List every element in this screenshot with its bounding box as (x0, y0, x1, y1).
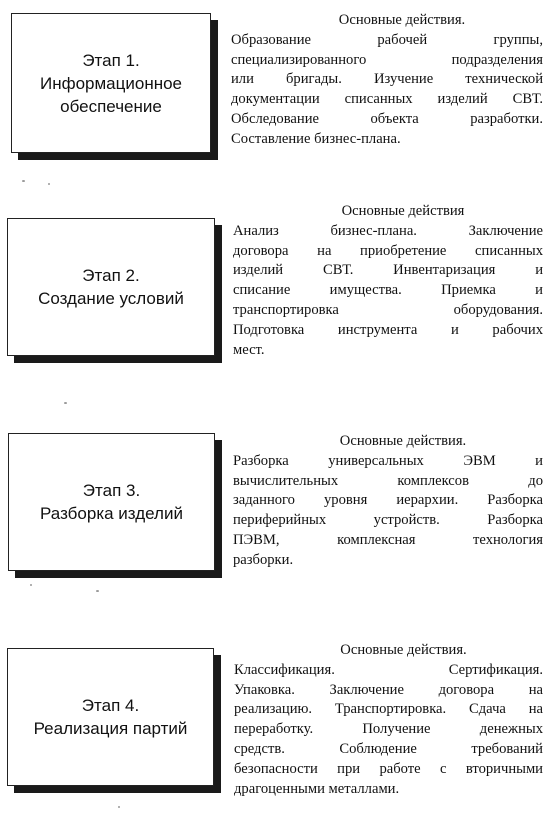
stage-3-desc-line: вычислительных комплексов до (233, 472, 543, 489)
scan-speckle (48, 183, 50, 185)
scan-speckle (22, 180, 25, 182)
stage-3-desc-line: Разборка универсальных ЭВМ и (233, 452, 543, 469)
stage-3-title (40, 479, 183, 525)
stage-2-desc-line: списание имущества. Приемка и (233, 282, 543, 299)
stage-2-desc-line: изделий СВТ. Инвентаризация и (233, 262, 543, 279)
stage-4-desc-line: средств. Соблюдение требований (234, 740, 543, 757)
scan-speckle (96, 590, 99, 592)
stage-2-desc-line: мест. (233, 341, 265, 358)
stage-2-box (7, 218, 215, 356)
stage-2-desc-line: Анализ бизнес-плана. Заключение (233, 222, 543, 239)
stage-1-desc-line: Образование рабочей группы, (231, 31, 543, 48)
stage-4-desc-line: Классификация. Сертификация. (234, 661, 543, 678)
stage-2-desc-line: Подготовка инструмента и рабочих (233, 321, 543, 338)
stage-3-box (8, 433, 215, 571)
stage-2-description (233, 202, 543, 360)
stage-3-description (233, 432, 543, 571)
stage-1-title-line: Информационное (39, 73, 183, 93)
stage-3-desc-line: периферийных устройств. Разборка (233, 512, 543, 529)
stage-3-desc-line: ПЭВМ, комплексная технология (233, 531, 543, 548)
stage-1-description (231, 11, 543, 150)
stage-4-desc-line: реализацию. Транспортировка. Сдача на (234, 701, 543, 718)
stage-4-desc-line: Упаковка. Заключение договора на (234, 681, 543, 698)
stage-4-title-line: Этап 4. (81, 696, 140, 715)
scan-speckle (64, 402, 67, 404)
stage-3-title-line: Разборка изделий (40, 504, 183, 523)
stage-3-title-line: Этап 3. (82, 481, 141, 500)
stage-1-desc-line: документации списанных изделий СВТ. (231, 91, 543, 108)
scan-speckle (118, 806, 120, 808)
stage-2-title-line: Создание условий (38, 289, 184, 308)
stage-1-desc-line: Обследование объекта разработки. (231, 110, 543, 127)
stage-4-title-line: Реализация партий (33, 719, 188, 738)
stage-2-desc-line: транспортировка оборудования. (233, 301, 543, 318)
stage-3-heading: Основные действия. (339, 433, 467, 449)
stage-4-desc-line: драгоценными металлами. (234, 780, 400, 797)
stage-2-title-line: Этап 2. (82, 266, 140, 285)
stage-2-title (38, 264, 184, 310)
stage-1-title (40, 49, 182, 118)
stage-4-description (234, 641, 543, 799)
stage-4-box (7, 648, 214, 786)
stage-4-desc-line: переработку. Получение денежных (234, 721, 543, 738)
stage-4-desc-line: безопасности при работе с вторичными (234, 760, 543, 777)
stage-2-desc-line: договора на приобретение списанных (233, 242, 543, 259)
stage-4-title (34, 694, 188, 740)
stage-1-title-line: обеспечение (60, 96, 162, 116)
scan-speckle (30, 584, 32, 586)
stage-1-desc-line: специализированного подразделения (231, 51, 543, 68)
stage-1-heading: Основные действия. (338, 12, 466, 28)
stage-4-heading: Основные действия. (340, 642, 467, 658)
stage-1-title-line: Этап 1. (82, 50, 140, 70)
stage-3-desc-line: заданного уровня иерархии. Разборка (233, 492, 543, 509)
stage-3-desc-line: разборки. (233, 551, 294, 568)
stage-1-desc-line: Составление бизнес-плана. (231, 130, 401, 147)
stage-2-heading: Основные действия (341, 203, 465, 219)
stage-1-box (11, 13, 211, 153)
stage-1-desc-line: или бригады. Изучение технической (231, 71, 543, 88)
